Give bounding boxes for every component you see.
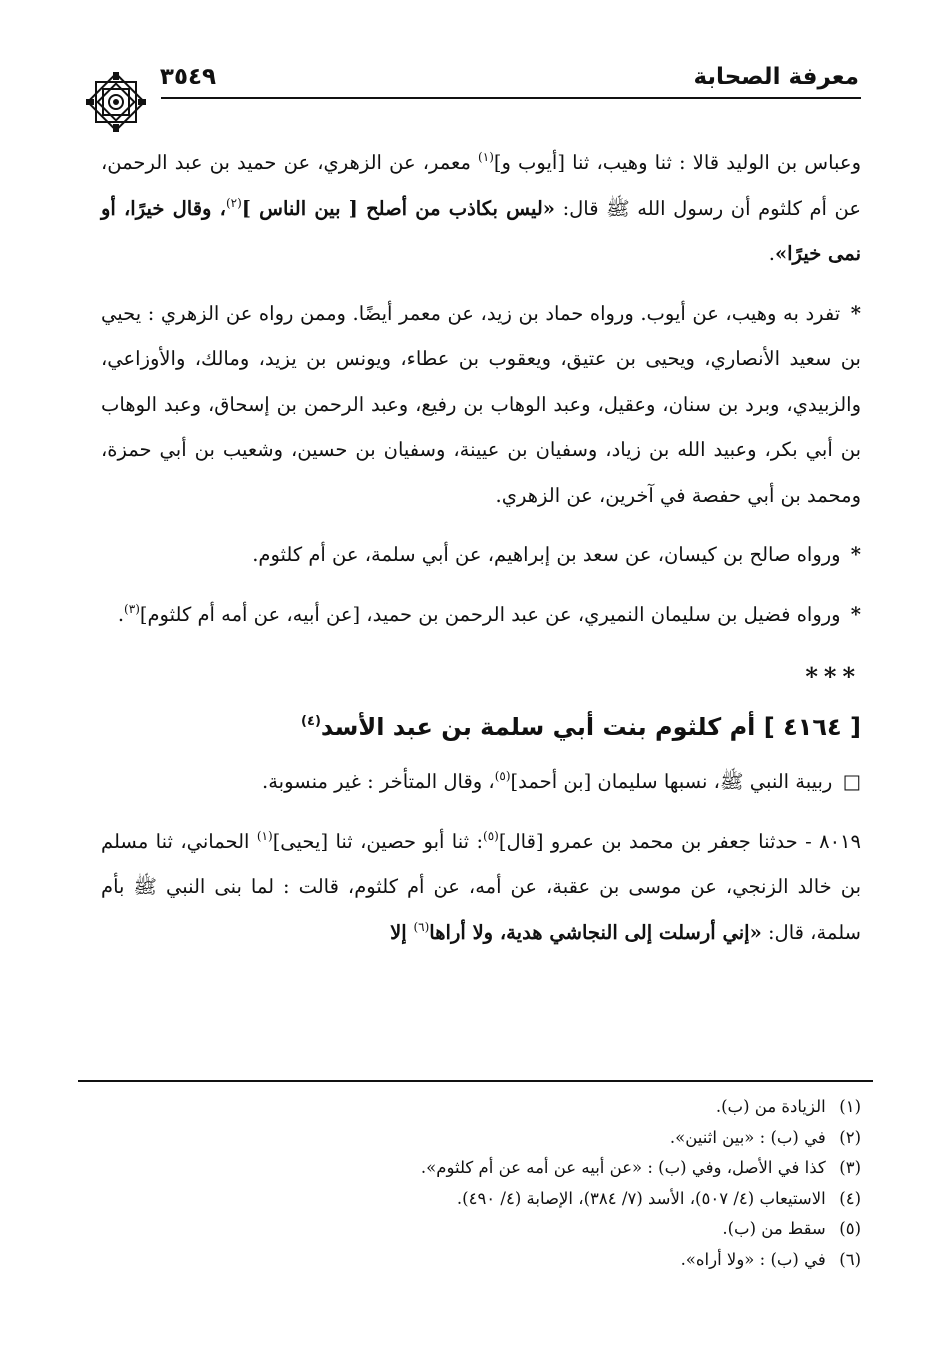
text-run: .	[768, 242, 775, 265]
text-run: ربيبة النبي ﷺ، نسبها سليمان [بن أحمد]	[510, 770, 839, 793]
text-run: ، وقال المتأخر : غير منسوبة.	[262, 770, 495, 793]
footnote-text: كذا في الأصل، وفي (ب) : «عن أبيه عن أمه عن أم كلثوم».	[420, 1158, 826, 1177]
asterisk-marker: *	[850, 301, 861, 325]
prophetic-quote: إلا	[390, 920, 414, 944]
section-separator: ***	[805, 662, 861, 691]
footnote-number: (٥)	[839, 1219, 861, 1238]
text-run: ورواه صالح بن كيسان، عن سعد بن إبراهيم، عن أبي سلمة، عن أم كلثوم.	[252, 543, 847, 566]
footnote-item	[101, 1153, 861, 1184]
octagram-ornament-icon	[84, 70, 148, 134]
paragraph-fudayl-narration	[101, 592, 861, 638]
text-run: ورواه فضيل بن سليمان النميري، عن عبد الرحمن بن حميد، [عن أبيه، عن أمه أم كلثوم]	[139, 602, 847, 626]
footnote-number: (٣)	[839, 1158, 861, 1177]
footnote-number: (٢)	[839, 1127, 861, 1147]
footnote-item	[101, 1245, 861, 1276]
footnote-text: الزيادة من (ب).	[715, 1097, 826, 1116]
footnote-text: سقط من (ب).	[722, 1219, 826, 1238]
prophetic-quote: «إني أرسلت إلى النجاشي هدية، ولا أراها	[429, 920, 762, 944]
running-title: معرفة الصحابة	[693, 64, 859, 90]
text-run: : ثنا أبو حصين، ثنا [يحيى]	[272, 829, 484, 853]
asterisk-marker: *	[850, 543, 861, 566]
text-run: تفرد به وهيب، عن أيوب. ورواه حماد بن زيد، عن معمر أيضًا. وممن رواه عن الزهري : يحيي بن سعيد الأنصاري، ويحيى بن عتيق، ويعقوب بن عطاء، ويونس بن يزيد، ومالك، والأوزاعي، والزبيدي، وبرد بن سنان، وعقيل، وعبد الوهاب بن رفيع، وعبد الرحمن بن إسحاق، وعبد الوهاب بن أبي بكر، وعبيد الله بن زياد، وسفيان بن عيينة، وسفيان بن حسين، وشعيب بن أبي حمزة، ومحمد بن أبي حفصة في آخرين، عن الزهري.	[101, 301, 861, 507]
footnotes	[101, 1092, 861, 1275]
footnote-text: الاستيعاب (٤/ ٥٠٧)، الأسد (٧/ ٣٨٤)، الإصابة (٤/ ٤٩٠).	[456, 1188, 826, 1208]
footnote-ref: (١)	[478, 150, 494, 164]
paragraph-salih-narration	[101, 532, 861, 578]
footnote-ref: (٣)	[124, 601, 140, 616]
paragraph-hadith-8019	[101, 819, 861, 956]
footnote-text: في (ب) : «بين اثنين».	[669, 1127, 826, 1147]
text-run: ٨٠١٩ - حدثنا جعفر بن محمد بن عمرو [قال]	[498, 829, 861, 853]
prophetic-quote: «ليس بكاذب من أصلح [ بين الناس ]	[241, 196, 555, 220]
footnote-ref: (٢)	[225, 195, 242, 210]
footnote-number: (١)	[839, 1097, 861, 1116]
footnote-ref: (١)	[256, 828, 273, 843]
paragraph-entry-note	[101, 759, 861, 805]
footnote-rule	[78, 1080, 873, 1082]
main-text	[101, 140, 861, 969]
footnote-ref: (٦)	[413, 919, 430, 934]
entry-heading	[101, 703, 861, 751]
footnote-ref: (٤)	[301, 714, 321, 729]
footnote-number: (٦)	[839, 1249, 861, 1269]
text-run: الحماني، ثنا مسلم بن خالد الزنجي، عن موسى بن عقبة، عن أمه، عن أم كلثوم، قالت : لما بنى النبي ﷺ بأم سلمة، قال:	[101, 829, 861, 944]
header-rule	[161, 97, 861, 99]
paragraph-hadith-continuation	[101, 140, 861, 277]
asterisk-marker: *	[850, 602, 861, 626]
entry-title: [ ٤١٦٤ ] أم كلثوم بنت أبي سلمة بن عبد الأسد	[320, 713, 861, 741]
paragraph-narrators	[101, 291, 861, 519]
text-run: وعباس بن الوليد قالا : ثنا وهيب، ثنا [أيوب و]	[493, 151, 861, 174]
footnote-ref: (٥)	[494, 769, 511, 783]
footnote-ref: (٥)	[483, 828, 499, 843]
text-run: .	[117, 602, 125, 626]
footnote-item	[101, 1184, 861, 1215]
prophetic-quote: ، وقال خيرًا، أو نمى خيرًا»	[101, 196, 861, 265]
footnote-item	[101, 1092, 861, 1123]
footnote-number: (٤)	[839, 1188, 861, 1208]
footnote-text: في (ب) : «ولا أراه».	[680, 1249, 826, 1269]
footnote-item	[101, 1123, 861, 1154]
page-number: ٣٥٤٩	[159, 64, 217, 90]
footnote-item	[101, 1214, 861, 1245]
text-run: معمر، عن الزهري، عن حميد بن عبد الرحمن، عن أم كلثوم أن رسول الله ﷺ قال:	[101, 151, 861, 220]
square-marker-icon: □	[842, 770, 861, 793]
